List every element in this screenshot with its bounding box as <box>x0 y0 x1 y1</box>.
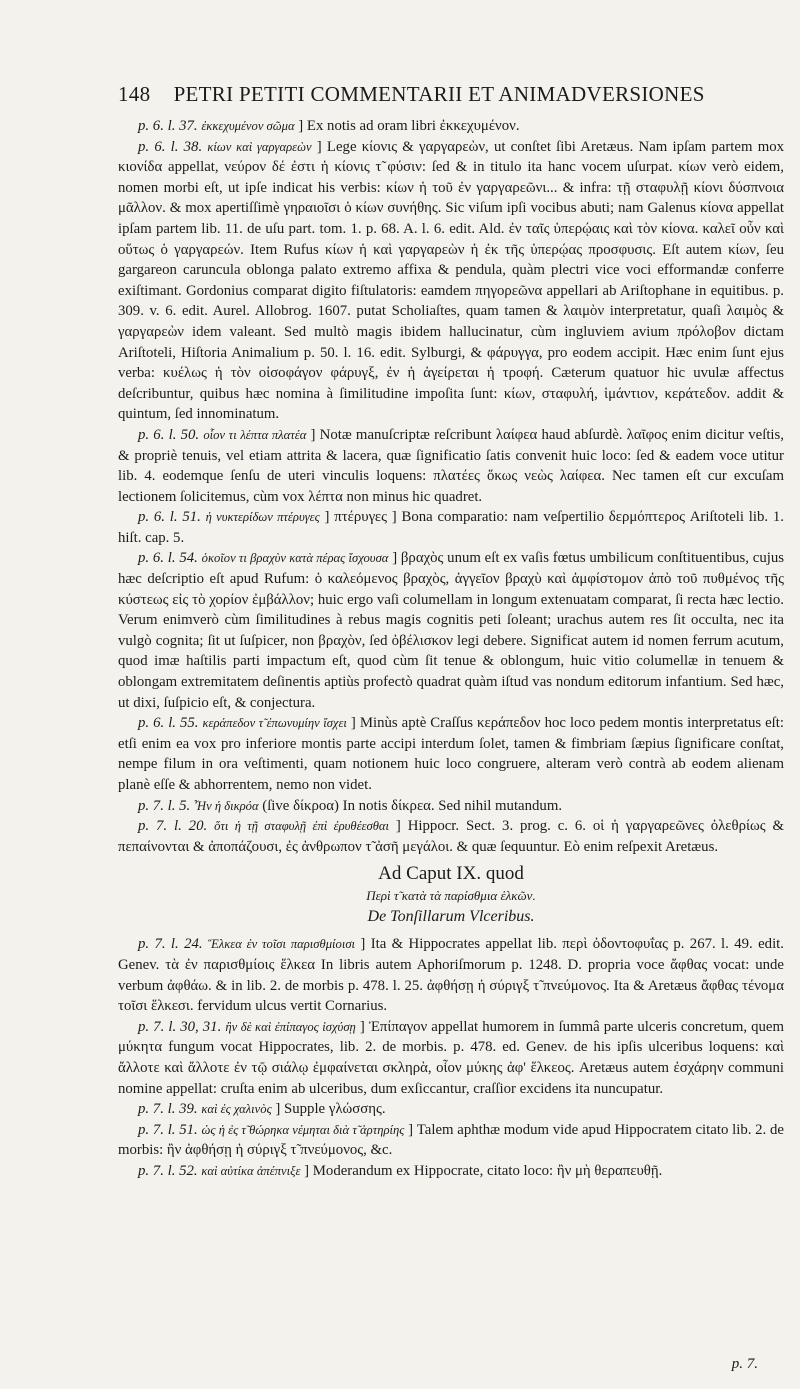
page-number: 148 <box>118 82 151 106</box>
note-entry <box>118 934 784 1016</box>
note-greek-lemma: καὶ αὐτίκα ἀπέπνιξε <box>201 1163 301 1178</box>
note-greek-lemma: Ἦν ἡ δικρόα <box>193 798 259 813</box>
note-entry <box>118 1099 784 1120</box>
note-reference: p. 7. l. 30, 31. <box>138 1018 226 1035</box>
note-text: ] Ἐπίπαγον appellat humorem in ſummâ parte ulceris concretum, quem μύκητα fungum vocat Hippocrates, lib. 2. de morbis. p. 478. ed. Genev. de his ipſis ulceribus loquens: καὶ ἄλλοτε καὶ ἄλλοτε ἐν τῷ σιάλῳ ἐμφαίνεται σκληρὰ, οἷον μύκης ἀφ' ἕλκεος. Aretæus autem ἐσχάρην communi nomine appellat: cruſta enim ab ulceribus, dum exſiccantur, craſſior excidens ita nuncupatur. <box>118 1018 784 1097</box>
note-text: ] Minùs aptè Craſſus κεράπεδον hoc loco pedem montis interpretatus eſt: etſi enim ea vox pro inferiore montis parte accipi interdum ſolet, tamen & fimbriam ſæpius ſignificare conſtat, nempe filum in ora veſtimenti, quam notionem huic loco congruere, alteram verò contrà ab eodem alienam planè eſſe & abhorrentem, nemo non videt. <box>118 715 784 793</box>
note-text: ] Moderandum ex Hippocrate, citato loco: ἢν μὴ θεραπευθῇ. <box>300 1162 663 1179</box>
chapter-greek-title: Περὶ τ̃ κατὰ τὰ παρίσθμια ἑλκῶν. <box>366 888 536 904</box>
note-reference: p. 7. l. 5. <box>138 797 194 814</box>
note-greek-lemma: ἢν δὲ καὶ ἐπίπαγος ἰσχύσῃ <box>225 1019 356 1034</box>
note-greek-lemma: καὶ ἐς χαλινὸς <box>201 1102 272 1117</box>
notes-section-1 <box>118 116 784 857</box>
note-greek-lemma: ὡς ἡ ἐς τ̃ θώρηκα νέμηται διὰ τ̃ ἀρτηρίης <box>201 1122 405 1137</box>
note-reference: p. 6. l. 37. <box>138 118 202 134</box>
note-reference: p. 6. l. 54. <box>138 550 202 567</box>
note-reference: p. 7. l. 39. <box>138 1101 202 1118</box>
note-text: ] Talem aphthæ modum vide apud Hippocratem citato lib. 2. de morbis: ἢν ἀφθήσῃ ἡ σύριγξ τ̃ πνεύμονος, &c. <box>118 1121 784 1159</box>
note-entry <box>118 425 784 507</box>
note-text: ] βραχὸς unum eſt ex vaſis fœtus umbilicum conſtituentibus, cujus hæc deſcriptio eſt apud Rufum: ὁ καλεόμενος βραχὸς, ἀγγεῖον βραχὺ καὶ ἀμφίστομον ἀπὸ τοῦ πυθμένος τῆς κύστεως εἰς τὸ χορίον ἐμβάλλον; huic ergo vaſi columellam in longum extenuatam comparat, ſi recta hæc lectio. Verum enimverò cùm ſimilitudines à rebus magis cognitis peti ſoleant; urachus autem res ſit occulta, nec ita vulgò cognita; ſit ut ſuſpicer, non βραχὸν, ſed ὀβέλισκον legi debere. Significat autem id nomen ferrum acutum, quod imæ haſtilis parti impactum eſt, quod cùm ſit tenue & oblongum, huic vitio columellæ in tenuem & oblongam extremitatem deſinentis aptiùs profectò quadrat quàm iſtud vas nondum editorum infantium. Sed hæc, ut dixi, ſuſpicio eſt, & conjectura. <box>118 550 784 711</box>
note-entry <box>118 713 784 795</box>
catchword: p. 7. <box>731 1356 758 1372</box>
note-reference: p. 7. l. 51. <box>138 1121 202 1138</box>
note-entry <box>118 137 784 425</box>
note-text: ] Ex notis ad oram libri ἐκκεχυμένον. <box>294 118 520 134</box>
note-entry <box>118 1120 784 1161</box>
note-entry <box>118 548 784 713</box>
note-entry <box>118 116 784 137</box>
note-entry <box>118 816 784 857</box>
note-entry <box>118 796 784 817</box>
note-greek-lemma: οἷον τι λέπτα πλατέα <box>203 427 307 442</box>
note-text: (ſive δίκροα) In notis δίκρεα. Sed nihil mutandum. <box>258 797 563 814</box>
note-reference: p. 7. l. 52. <box>138 1162 202 1179</box>
running-title: PETRI PETITI COMMENTARII ET ANIMADVERSIONES <box>173 82 705 106</box>
note-reference: p. 6. l. 38. <box>138 138 208 155</box>
running-header <box>118 82 718 107</box>
note-greek-lemma: ἐκκεχυμένον σῶμα <box>201 119 295 133</box>
note-greek-lemma: ἡ νυκτερίδων πτέρυγες <box>205 510 320 525</box>
note-greek-lemma: ὅτι ἡ τῇ σταφυλῇ ἐπὶ ἐρυθέεσθαι <box>214 819 390 834</box>
note-text: ] Lege κίονις & γαργαρεὼν, ut conſtet ſibi Aretæus. Nam ipſam partem mox κιονίδα appellat, νεύρον δέ ἐστι ἡ κίονις τ̃ φύσιν: ſed & in titulo ita hanc vocem uſurpat. κίων verò eidem, nomen morbi eſt, ut ipſe indicat his verbis: κίων ἡ τοῦ ἐν γαργαρεῶνι... & infra: τῇ σταφυλῇ κίονι δύσπνοια μᾶλλον. & mox apertiſſimè γηραιοῖσι ὁ κίων συνήθης. Sic viſum ipſi vocibus abuti; nam Galenus κίονα appellat ipſam partem lib. 11. de uſu part. tom. 1. p. 68. A. l. 6. edit. Ald. ἐν ταῖς ὑπερῴαις καὶ τὸν κίονα. καλεῖ οὖν καὶ οὕτως ὁ γαργαρεών. Item Rufus κίων ἡ καὶ γαργαρεὼν ἡ ἐκ τῆς ὑπερῴας προσφυσις. Eſt autem κίων, ſeu gargareon caruncula oblonga palato extremo affixa & pendula, quàm plectri vice voci efformandæ conferre exiſtimant. Gordonius comparat digito fiſtulatoris: eamdem πηγορεῶνα appellari ab Ariſtophane in equitibus. p. 309. v. 6. edit. Aurel. Allobrog. 1607. putat Scholiaſtes, quam tamen & λαιμὸν interpretatur, quaſi λαιμὸς & γαργαρεὼν idem valeant. Sed multò magis ibidem hallucinatur, cùm ingluviem avium πρόλοβον dictam Ariſtoteli, Hiſtoria Animalium p. 50. l. 16. edit. Sylburgi, & φάρυγγα, pro eodem accipit. Hæc enim ſunt ejus verba: κυέλως ἡ τὸν οἰσοφάγον φάρυγξ, ἐν ἡ ἀγείρεται ἡ τροφή. Cæterum quatuor hic uvulæ affectus deſcribuntur, quibus hæc nomina à ſimilitudine impoſita ſunt: κίων, σταφυλή, ἱμάντιον, κεράτεδον. addit & quintum, ſed innominatum. <box>118 138 785 423</box>
notes-section-2 <box>118 934 784 1181</box>
note-text: ] Hippocr. Sect. 3. prog. c. 6. οἱ ἡ γαργαρεῶνες ὀλεθρίως & πεπαίνονται & ἀποπάζουσι, ἐς ἀνθρωπον τ̃ ἀσῆ μεγάλοι. & quæ ſequuntur. Eò enim reſpexit Aretæus. <box>118 818 784 855</box>
note-reference: p. 6. l. 50. <box>138 426 204 443</box>
note-greek-lemma: Ἕλκεα ἐν τοῖσι παρισθμίοισι <box>207 937 356 952</box>
note-text: ] πτέρυγες ] Bona comparatio: nam veſpertilio δερμόπτερος Ariſtoteli lib. 1. hiſt. cap. 5. <box>118 509 784 546</box>
note-reference: p. 7. l. 20. <box>138 818 215 835</box>
note-text: ] Supple γλώσσης. <box>271 1101 386 1118</box>
note-entry <box>118 507 784 548</box>
chapter-latin-title: De Tonſillarum Vlceribus. <box>367 908 535 926</box>
note-entry <box>118 1017 784 1099</box>
note-text: ] Ita & Hippocrates appellat lib. περὶ ὀδοντοφυΐας p. 267. l. 49. edit. Genev. τὰ ἐν παρισθμίοις ἕλκεα In libris autem Aphoriſmorum p. 1248. D. propria voce ἄφθας vocat: unde verbum ἀφθάω. & in lib. 2. de morbis p. 478. l. 25. ἀφθήσῃ ἡ σύριγξ τ̃ πνεύμονος. Ita & Aretæus ἄφθας τένομα τοῖσι ἕλκεσι. fervidum ulcus vertit Cornarius. <box>118 936 784 1015</box>
commentary-body <box>118 116 784 1182</box>
chapter-heading: Ad Caput IX. quod <box>378 863 524 885</box>
note-reference: p. 6. l. 55. <box>138 715 203 732</box>
note-greek-lemma: κίων καὶ γαργαρεὼν <box>207 139 312 154</box>
note-entry <box>118 1161 784 1182</box>
note-text: ] Notæ manuſcriptæ reſcribunt λαίφεα haud abſurdè. λαῖφος enim dicitur veſtis, & propriè tenuis, vel etiam attrita & lacera, quæ ſignificatio ſatis convenit huic loco: ſed & eadem voce utitur lib. 4. eodemque ſenſu de uteri vinculis loquens: πλατέες ὅκως νεὼς λαίφεα. Nec tamen eſt cur excuſam lectionem ſolicitemus, cùm vox λέπτα non minus hic quadret. <box>118 426 784 505</box>
note-reference: p. 7. l. 24. <box>138 936 208 953</box>
note-greek-lemma: κεράπεδον τ̃ ἐπωνυμίην ἴσχει <box>202 716 347 731</box>
note-reference: p. 6. l. 51. <box>138 509 206 526</box>
note-greek-lemma: ὁκοῖον τι βραχὺν κατὰ πέρας ἴσχουσα <box>201 551 389 566</box>
